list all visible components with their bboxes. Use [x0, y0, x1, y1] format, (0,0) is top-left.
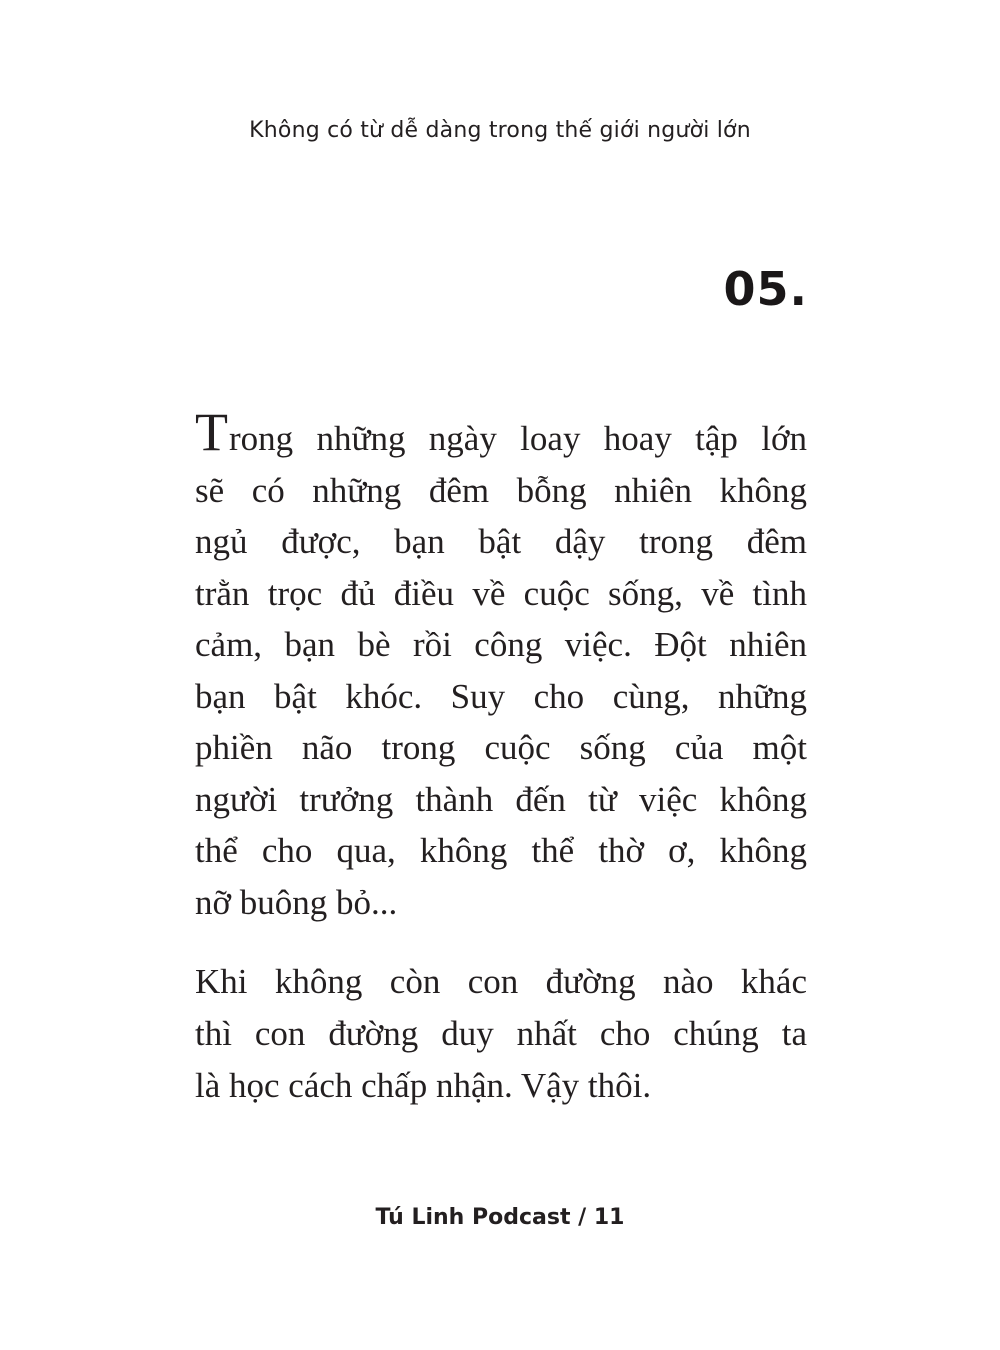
text-line: nỡ buông bỏ...	[195, 882, 398, 922]
text-line	[195, 402, 807, 465]
text-line: cảm, bạn bè rồi công việc. Đột nhiên	[195, 625, 807, 664]
page-footer: Tú Linh Podcast / 11	[375, 1205, 625, 1230]
drop-cap: T	[195, 402, 228, 462]
text-line: là học cách chấp nhận. Vậy thôi.	[195, 1066, 652, 1105]
paragraph-2	[195, 956, 807, 1112]
text-line: người trưởng thành đến từ việc không	[195, 779, 807, 819]
text-line: bạn bật khóc. Suy cho cùng, những	[195, 676, 807, 716]
running-head: Không có từ dễ dàng trong thế giới người lớn	[249, 118, 751, 143]
paragraph-1	[195, 402, 807, 928]
text-line: thì con đường duy nhất cho chúng ta	[195, 1014, 807, 1053]
text-line: ngủ được, bạn bật dậy trong đêm	[195, 522, 807, 561]
text-line: sẽ có những đêm bỗng nhiên không	[195, 470, 807, 510]
text-line: trằn trọc đủ điều về cuộc sống, về tình	[195, 573, 807, 613]
chapter-number: 05.	[723, 262, 808, 316]
text-line: Khi không còn con đường nào khác	[195, 962, 807, 1001]
text-line: thể cho qua, không thể thờ ơ, không	[195, 831, 807, 870]
text-line: phiền não trong cuộc sống của một	[195, 728, 807, 767]
line-text: rong những ngày loay hoay tập lớn	[229, 419, 807, 458]
